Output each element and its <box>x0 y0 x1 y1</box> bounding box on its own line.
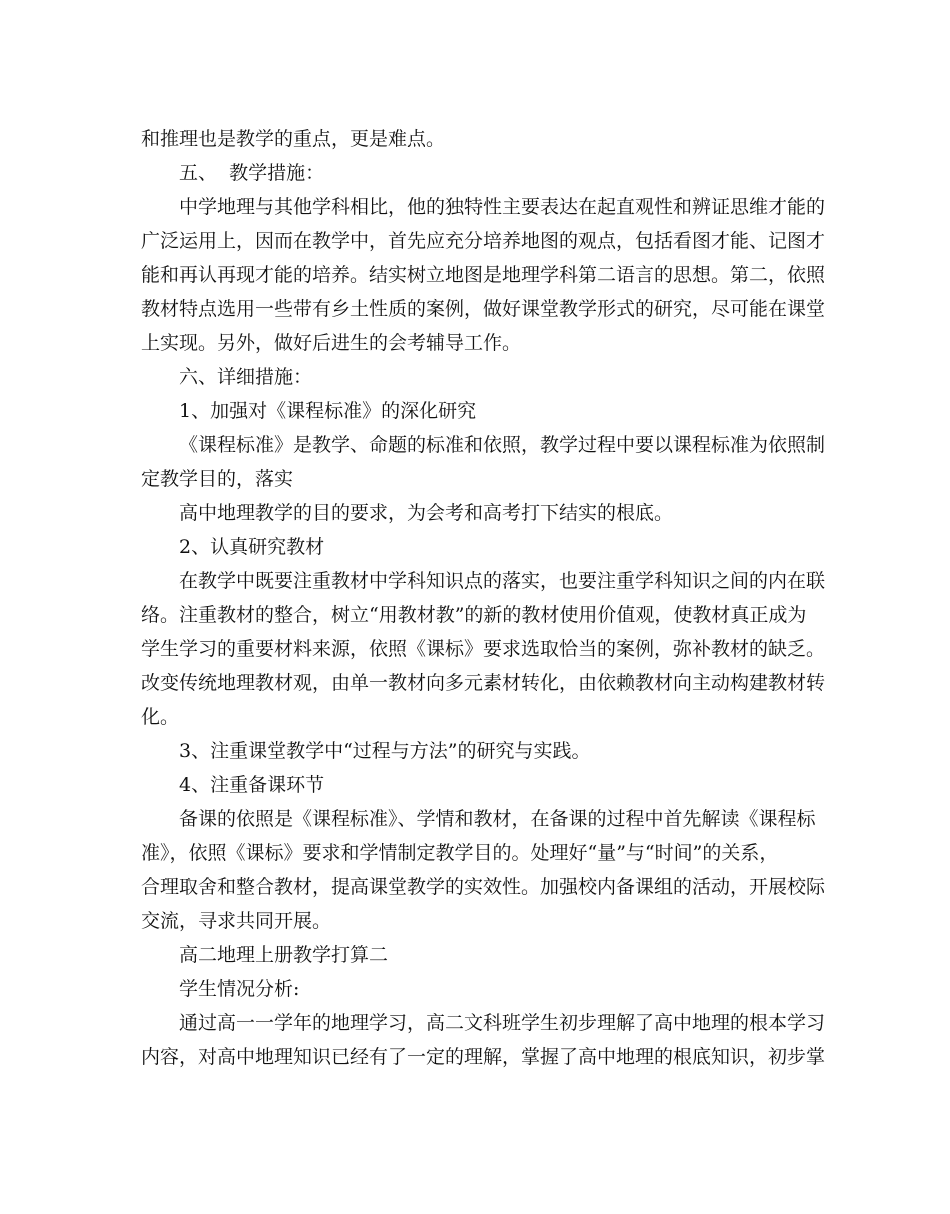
text-line: 学生学习的重要材料来源，依照《课标》要求选取恰当的案例，弥补教材的缺乏。 <box>141 638 826 660</box>
text-line: 准》，依照《课标》要求和学情制定教学目的。处理好“量”与“时间”的关系， <box>141 842 779 864</box>
text-line: 备课的依照是《课程标准》、学情和教材，在备课的过程中首先解读《课程标 <box>179 808 816 830</box>
text-line: 广泛运用上，因而在教学中，首先应充分培养地图的观点，包括看图才能、记图才 <box>141 230 826 252</box>
text-line: 能和再认再现才能的培养。结实树立地图是地理学科第二语言的思想。第二，依照 <box>141 264 826 286</box>
text-line: 定教学目的，落实 <box>141 468 294 490</box>
text-line: 上实现。另外，做好后进生的会考辅导工作。 <box>141 332 522 354</box>
text-line: 络。注重教材的整合，树立“用教材教”的新的教材使用价值观，使教材真正成为 <box>141 604 807 626</box>
text-line: 和推理也是教学的重点，更是难点。 <box>141 128 446 150</box>
subheading-student-analysis: 学生情况分析: <box>179 978 300 1000</box>
text-line: 内容，对高中地理知识已经有了一定的理解，掌握了高中地理的根底知识，初步掌 <box>141 1046 826 1068</box>
text-line: 高中地理教学的目的要求，为会考和高考打下结实的根底。 <box>179 502 674 524</box>
text-line: 教材特点选用一些带有乡土性质的案例，做好课堂教学形式的研究，尽可能在课堂 <box>141 298 826 320</box>
section-heading-5: 五、 教学措施： <box>179 162 325 184</box>
document-body <box>141 122 826 1074</box>
subheading-3: 3、注重课堂教学中“过程与方法”的研究与实践。 <box>179 740 591 762</box>
document-section-title: 高二地理上册教学打算二 <box>179 944 389 966</box>
text-line: 合理取舍和整合教材，提高课堂教学的实效性。加强校内备课组的活动，开展校际 <box>141 876 826 898</box>
text-line: 《课程标准》是教学、命题的标准和依照，教学过程中要以课程标准为依照制 <box>179 434 826 456</box>
subheading-4: 4、注重备课环节 <box>179 774 325 796</box>
subheading-2: 2、认真研究教材 <box>179 536 325 558</box>
section-heading-6: 六、详细措施： <box>179 366 313 388</box>
text-line: 化。 <box>141 706 180 728</box>
text-line: 交流，寻求共同开展。 <box>141 910 332 932</box>
text-line: 在教学中既要注重教材中学科知识点的落实，也要注重学科知识之间的内在联 <box>179 570 826 592</box>
subheading-1: 1、加强对《课程标准》的深化研究 <box>179 400 477 422</box>
text-line: 中学地理与其他学科相比，他的独特性主要表达在起直观性和辨证思维才能的 <box>179 196 826 218</box>
text-line: 通过高一一学年的地理学习，高二文科班学生初步理解了高中地理的根本学习 <box>179 1012 826 1034</box>
text-line: 改变传统地理教材观，由单一教材向多元素材转化，由依赖教材向主动构建教材转 <box>141 672 826 694</box>
